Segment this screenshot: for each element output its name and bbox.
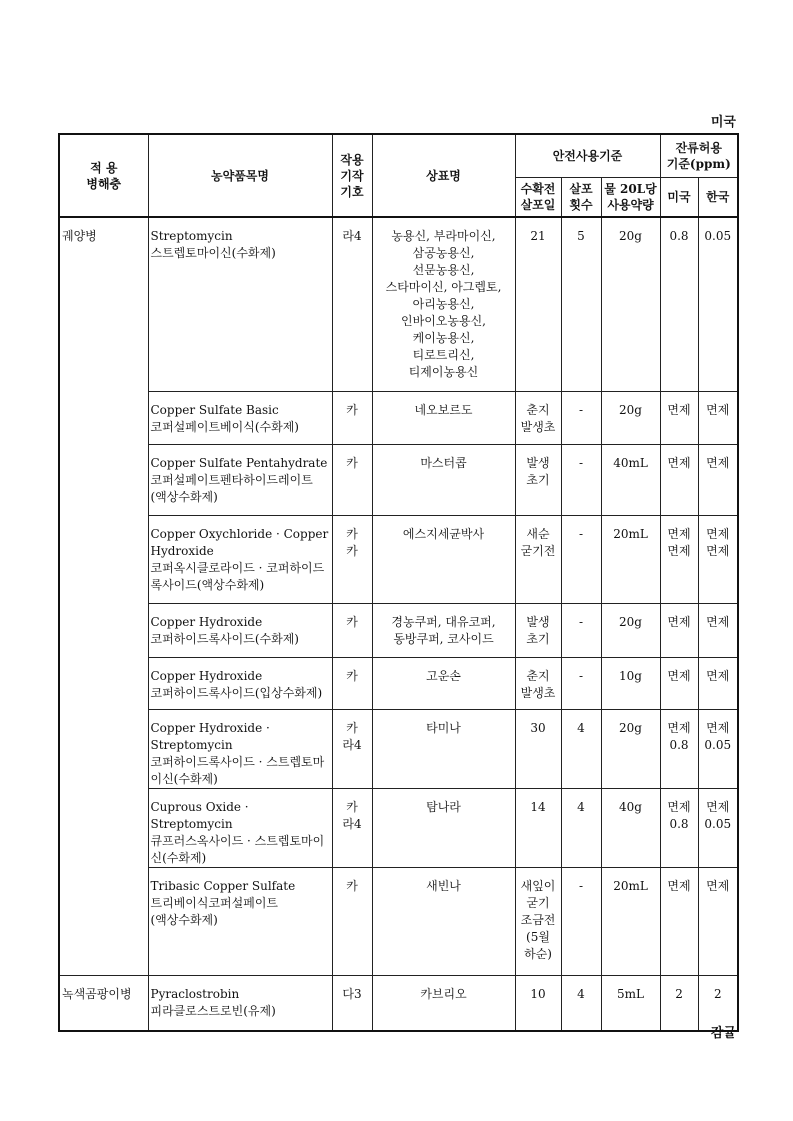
usa-cell: 면제 0.8 xyxy=(660,709,698,788)
korea-cell: 면제 xyxy=(698,603,738,657)
brand-cell: 에스지세균박사 xyxy=(372,515,515,603)
product-en: Copper Hydroxide · Streptomycin xyxy=(150,720,270,752)
table-row xyxy=(59,867,738,975)
product-en: Cuprous Oxide · Streptomycin xyxy=(150,799,249,831)
product-en: Tribasic Copper Sulfate xyxy=(150,878,296,893)
amount-cell: 20g xyxy=(601,391,660,444)
amount-cell: 20g xyxy=(601,709,660,788)
brand-cell: 네오보르도 xyxy=(372,391,515,444)
header-usa: 미국 xyxy=(660,177,698,217)
table-row xyxy=(59,709,738,788)
usa-cell: 면제 xyxy=(660,867,698,975)
header-amount: 물 20L당 사용약량 xyxy=(601,177,660,217)
table-row xyxy=(59,444,738,515)
mode-cell: 카 라4 xyxy=(332,788,372,867)
product-cell xyxy=(148,603,332,657)
days-cell: 발생 초기 xyxy=(515,444,561,515)
pesticide-table xyxy=(58,133,739,1032)
table-row xyxy=(59,975,738,1031)
brand-cell: 경농쿠퍼, 대유코퍼, 동방쿠퍼, 코사이드 xyxy=(372,603,515,657)
days-cell: 14 xyxy=(515,788,561,867)
product-ko: 코퍼하이드록사이드(입상수화제) xyxy=(150,685,323,700)
brand-cell: 새빈나 xyxy=(372,867,515,975)
usa-cell: 면제 xyxy=(660,603,698,657)
product-ko: 피라클로스트로빈(유제) xyxy=(150,1003,276,1018)
korea-cell: 면제 xyxy=(698,867,738,975)
product-en: Copper Hydroxide xyxy=(150,668,263,683)
brand-cell: 농용신, 부라마이신, 삼공농용신, 선문농용신, 스타마이신, 아그렙토, 아리농용신, 인바이오농용신, 케이농용신, 티로트리신, 티제이농용신 xyxy=(372,217,515,391)
product-ko: 스트렙토마이신(수화제) xyxy=(150,246,276,260)
days-cell: 춘지 발생초 xyxy=(515,657,561,709)
product-ko: 코퍼하이드록사이드(수화제) xyxy=(150,631,299,646)
usa-cell: 0.8 xyxy=(660,217,698,391)
usa-cell: 면제 xyxy=(660,391,698,444)
amount-cell: 40g xyxy=(601,788,660,867)
header-korea: 한국 xyxy=(698,177,738,217)
korea-cell: 면제 xyxy=(698,657,738,709)
days-cell: 10 xyxy=(515,975,561,1031)
korea-cell: 0.05 xyxy=(698,217,738,391)
header-safety: 안전사용기준 xyxy=(515,134,660,177)
table-row xyxy=(59,657,738,709)
product-cell xyxy=(148,867,332,975)
product-en: Pyraclostrobin xyxy=(150,986,240,1001)
korea-cell: 면제 면제 xyxy=(698,515,738,603)
mode-cell: 카 xyxy=(332,444,372,515)
product-ko: 트리베이식코퍼설페이트 (액상수화제) xyxy=(150,895,279,927)
times-cell: - xyxy=(561,657,601,709)
days-cell: 새잎이 굳기 조금전 (5월 하순) xyxy=(515,867,561,975)
usa-cell: 면제 면제 xyxy=(660,515,698,603)
korea-cell: 면제 xyxy=(698,391,738,444)
days-cell: 춘지 발생초 xyxy=(515,391,561,444)
times-cell: - xyxy=(561,867,601,975)
table-row xyxy=(59,603,738,657)
table-row xyxy=(59,391,738,444)
product-cell xyxy=(148,217,332,391)
times-cell: - xyxy=(561,603,601,657)
product-en: Copper Sulfate Basic xyxy=(150,402,279,417)
product-ko: 코퍼설페이트베이식(수화제) xyxy=(150,419,299,434)
brand-cell: 카브리오 xyxy=(372,975,515,1031)
amount-cell: 10g xyxy=(601,657,660,709)
mode-cell: 다3 xyxy=(332,975,372,1031)
days-cell: 21 xyxy=(515,217,561,391)
product-cell xyxy=(148,444,332,515)
header-product: 농약품목명 xyxy=(148,134,332,217)
days-cell: 새순 굳기전 xyxy=(515,515,561,603)
usa-cell: 면제 0.8 xyxy=(660,788,698,867)
usa-cell: 2 xyxy=(660,975,698,1031)
times-cell: - xyxy=(561,444,601,515)
times-cell: 4 xyxy=(561,709,601,788)
header-mode: 작용 기작 기호 xyxy=(332,134,372,217)
product-ko: 큐프러스옥사이드 · 스트렙토마이신(수화제) xyxy=(150,833,325,865)
header-days: 수확전 살포일 xyxy=(515,177,561,217)
product-en: Copper Sulfate Pentahydrate xyxy=(150,455,328,470)
korea-cell: 면제 xyxy=(698,444,738,515)
korea-cell: 2 xyxy=(698,975,738,1031)
country-label-usa: 미국 xyxy=(710,115,736,130)
mode-cell: 카 xyxy=(332,657,372,709)
header-disease: 적 용 병해충 xyxy=(59,134,148,217)
amount-cell: 20g xyxy=(601,217,660,391)
product-cell xyxy=(148,975,332,1031)
header-brand: 상표명 xyxy=(372,134,515,217)
product-cell xyxy=(148,515,332,603)
product-cell xyxy=(148,709,332,788)
times-cell: - xyxy=(561,515,601,603)
product-en: Copper Hydroxide xyxy=(150,614,263,629)
mode-cell: 카 카 xyxy=(332,515,372,603)
product-cell xyxy=(148,788,332,867)
disease-canker: 궤양병 xyxy=(59,217,148,975)
table-row xyxy=(59,515,738,603)
crop-label-citrus: 감귤 xyxy=(710,1026,736,1041)
amount-cell: 5mL xyxy=(601,975,660,1031)
korea-cell: 면제 0.05 xyxy=(698,709,738,788)
product-en: Streptomycin xyxy=(150,229,233,243)
mode-cell: 카 xyxy=(332,867,372,975)
brand-cell: 고운손 xyxy=(372,657,515,709)
usa-cell: 면제 xyxy=(660,444,698,515)
times-cell: - xyxy=(561,391,601,444)
mode-cell: 라4 xyxy=(332,217,372,391)
disease-green-mold: 녹색곰팡이병 xyxy=(59,975,148,1031)
mode-cell: 카 xyxy=(332,603,372,657)
amount-cell: 20g xyxy=(601,603,660,657)
days-cell: 발생 초기 xyxy=(515,603,561,657)
korea-cell: 면제 0.05 xyxy=(698,788,738,867)
amount-cell: 40mL xyxy=(601,444,660,515)
product-ko: 코퍼설페이트펜타하이드레이트 (액상수화제) xyxy=(150,472,313,504)
times-cell: 5 xyxy=(561,217,601,391)
product-cell xyxy=(148,391,332,444)
times-cell: 4 xyxy=(561,975,601,1031)
product-en: Copper Oxychloride · Copper Hydroxide xyxy=(150,526,329,558)
product-ko: 코퍼옥시클로라이드 · 코퍼하이드록사이드(액상수화제) xyxy=(150,560,325,592)
table-row xyxy=(59,217,738,391)
product-cell xyxy=(148,657,332,709)
mode-cell: 카 xyxy=(332,391,372,444)
amount-cell: 20mL xyxy=(601,867,660,975)
product-ko: 코퍼하이드록사이드 · 스트렙토마이신(수화제) xyxy=(150,754,325,786)
header-residue: 잔류허용 기준(ppm) xyxy=(660,134,738,177)
brand-cell: 타미나 xyxy=(372,709,515,788)
brand-cell: 탐나라 xyxy=(372,788,515,867)
header-times: 살포 횟수 xyxy=(561,177,601,217)
brand-cell: 마스터콥 xyxy=(372,444,515,515)
table-row xyxy=(59,788,738,867)
mode-cell: 카 라4 xyxy=(332,709,372,788)
usa-cell: 면제 xyxy=(660,657,698,709)
amount-cell: 20mL xyxy=(601,515,660,603)
times-cell: 4 xyxy=(561,788,601,867)
days-cell: 30 xyxy=(515,709,561,788)
